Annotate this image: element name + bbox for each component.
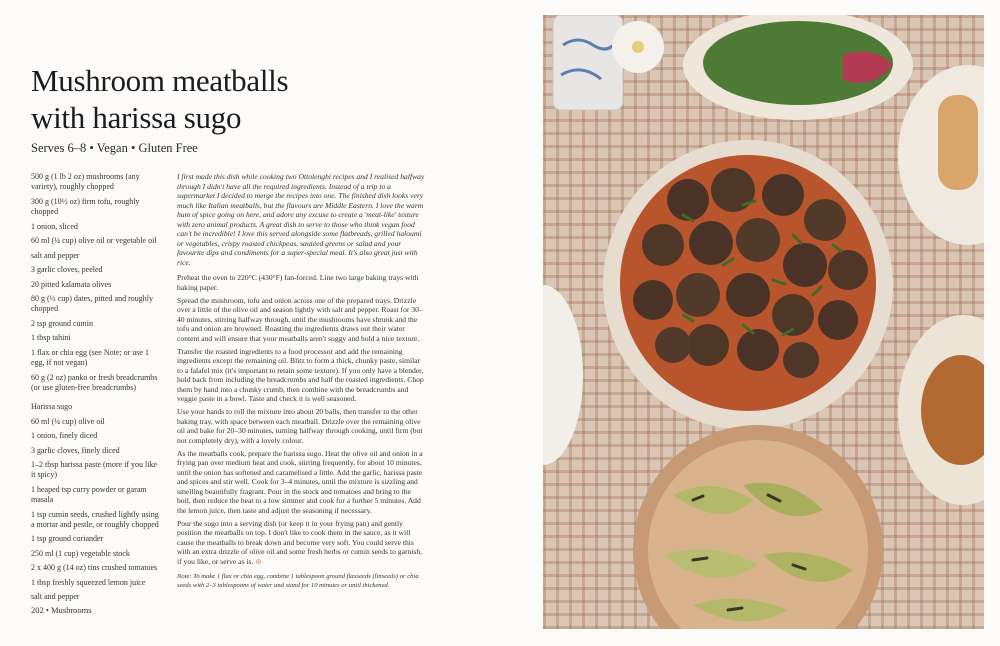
serves-line: Serves 6–8 • Vegan • Gluten Free (31, 141, 198, 155)
meatball (736, 218, 780, 262)
ingredient-item: salt and pepper (31, 250, 80, 260)
ingredient-item: 3 garlic cloves, peeled (31, 265, 103, 275)
method-step-text: Pour the sugo into a serving dish (or keep it in your frying pan) and gently position the meatballs on top. I don't like to cook them in the sauce, as it will cause the meatballs to break down and become very soft. You could serve this with an extra drizzle of olive oil and some fresh herbs or cumin seeds to garnish, if you like, or serve as is. (177, 518, 423, 566)
ingredient-item: 60 g (2 oz) panko or fresh breadcrumbs (or use gluten-free breadcrumbs) (31, 372, 158, 392)
recipe-note: Note: To make 1 flax or chia egg, combine 1 tablespoon ground flaxseeds (linseeds) or chia seeds with 2–3 tablespoons of water and stand for 10 minutes or until thickened. (177, 573, 419, 589)
sugo-ingredient-item: 3 garlic cloves, finely diced (31, 445, 120, 455)
meatball (828, 250, 868, 290)
meatball (726, 273, 770, 317)
sugo-ingredient-item: 2 x 400 g (14 oz) tins crushed tomatoes (31, 563, 158, 573)
method-step: Spread the mushroom, tofu and onion across one of the prepared trays. Drizzle over a little of the olive oil and season lightly with salt and pepper. Roast for 30–40 minutes, stirring halfway through, until the mushrooms have shrunk and the tofu and onion are browned. Roasting the ingredients draws out their water content and will ensure that your meatballs aren't soggy and hold a nice texture. (177, 295, 423, 343)
sugo-ingredient-item: 1–2 tbsp harissa paste (more if you like it spicy) (31, 460, 157, 480)
meatball (689, 221, 733, 265)
end-mark-icon: ⊕ (255, 556, 262, 566)
sugo-ingredient-item: 1 heaped tsp curry powder or garam masala (31, 484, 147, 505)
ingredient-item: 300 g (10½ oz) firm tofu, roughly chopped (31, 196, 140, 217)
food-photo (543, 15, 984, 629)
sugo-heading: Harissa sugo (31, 402, 73, 412)
meatball (633, 280, 673, 320)
recipe-title-line-1: Mushroom meatballs (31, 63, 289, 98)
method-step: Transfer the roasted ingredients to a food processor and add the remaining ingredients except the remaining oil. Blitz to form a thick, chunky paste, similar to a falafel mix (it's important to retain some texture). If you only have a blender, hold back from including the breadcrumbs and half the roasted ingredients. Chop them by hand into a chunky crumb, then combine with the breadcrumbs and veggie paste in a bowl. Taste and check it is well seasoned. (177, 346, 424, 404)
recipe-intro: I first made this dish while cooking two Ottolenghi recipes and I realised halfway through I didn't have all the required ingredients. Instead of a trip to a supermarket I decided to merge the recipes into one. The finished dish looks very much like Italian meatballs, but the flavours are Middle Eastern. I love the warm hum of spice going on here, and adore any excuse to create a 'meat-like' texture with zero animal products. A great dish to serve to those who think vegan food can't be incredible! I love this served alongside some flatbreads, grilled haloumi or vegetables, crispy roasted chickpeas, sautéed greens or salad and your favourite dips and condiments for a super-special meal. It's also great just with rice. (177, 172, 425, 267)
sugo-ingredient-item: 60 ml (¼ cup) olive oil (31, 416, 105, 426)
sugo-ingredient-item: 1 tbsp freshly squeezed lemon juice (31, 577, 146, 587)
ingredient-item: 20 pitted kalamata olives (31, 279, 112, 289)
sugo-ingredient-item: 1 tsp cumin seeds, crushed lightly using a mortar and pestle, or roughly chopped (31, 509, 159, 529)
method-column (177, 172, 426, 593)
sugo-ingredient-item: salt and pepper (31, 592, 80, 602)
recipe-title-line-2: with harissa sugo (31, 100, 242, 135)
method-step: Use your hands to roll the mixture into about 20 balls, then transfer to the other baking tray, with space between each meatball. Drizzle over the remaining olive oil and bake for 20–30 minutes, turning halfway through cooking, until firm (but not completely dry), with a lovely colour. (177, 407, 423, 445)
food-photo-illustration (543, 15, 984, 629)
page-folio: 202 • Mushrooms (31, 605, 92, 615)
meatball (642, 224, 684, 266)
sugo-ingredient-item: 1 tsp ground coriander (31, 534, 104, 544)
ingredient-item: 80 g (½ cup) dates, pitted and roughly chopped (31, 293, 153, 314)
meatball (762, 174, 804, 216)
ingredient-item: 60 ml (¼ cup) olive oil or vegetable oil (31, 236, 157, 246)
meatball (687, 324, 729, 366)
method-step-final (177, 519, 426, 567)
meatball (711, 168, 755, 212)
method-step: As the meatballs cook, prepare the harissa sugo. Heat the olive oil and onion in a frying pan over medium heat and cook, stirring frequently, for about 10 minutes, until the onion has softened and caramelised a little. Add the garlic, harissa paste and spices and stir well. Cook for 3–4 minutes, until the mixture is sizzling and smelling beautifully fragrant. Pour in the stock and tomatoes and bring to the boil, then reduce the heat to a low simmer and cook for a further 5 minutes. Add the lemon juice, then taste and adjust the seasoning if necessary. (177, 448, 423, 515)
flatbread-shape (938, 95, 978, 190)
meatball (804, 199, 846, 241)
sugo-ingredient-item: 1 onion, finely diced (31, 431, 98, 441)
ingredient-item: 1 flax or chia egg (see Note; or use 1 egg, if not vegan) (31, 347, 149, 368)
meatball (783, 342, 819, 378)
ingredient-item: 1 tbsp tahini (31, 333, 71, 343)
ingredient-item: 500 g (1 lb 2 oz) mushrooms (any variety), roughly chopped (31, 172, 140, 192)
ingredient-item: 2 tsp ground cumin (31, 318, 93, 328)
meatball (783, 243, 827, 287)
ingredients-list (31, 172, 159, 607)
ingredient-item: 1 onion, sliced (31, 221, 78, 231)
recipe-title (31, 62, 351, 136)
method-step: Preheat the oven to 220°C (430°F) fan-forced. Line two large baking trays with baking paper. (177, 273, 419, 293)
meatball (737, 329, 779, 371)
flower-center (632, 41, 644, 53)
meatball (667, 179, 709, 221)
sugo-ingredient-item: 250 ml (1 cup) vegetable stock (31, 548, 130, 558)
meatball (655, 327, 691, 363)
rice-plate (543, 285, 583, 465)
vase-shape (553, 15, 623, 110)
meatball (818, 300, 858, 340)
meatball (676, 273, 720, 317)
